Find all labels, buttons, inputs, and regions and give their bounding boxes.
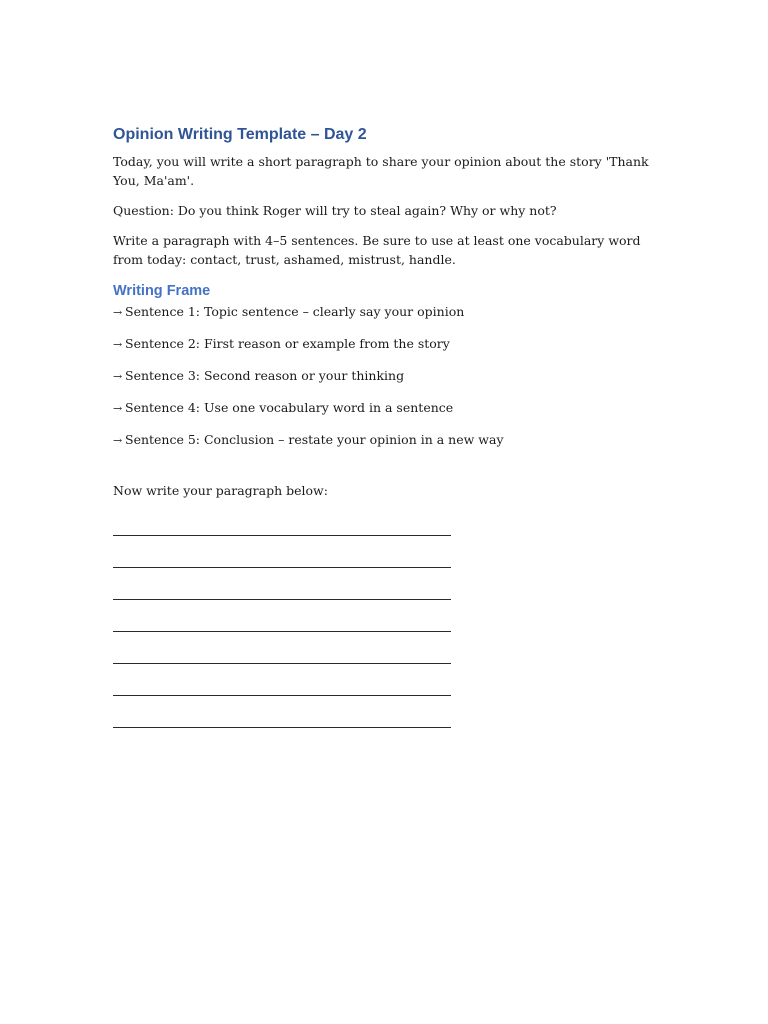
answer-line[interactable] (113, 509, 451, 536)
answer-line[interactable] (113, 632, 451, 664)
answer-line[interactable] (113, 664, 451, 696)
arrow-bullet-icon: → (113, 306, 123, 319)
arrow-bullet-icon: → (113, 434, 123, 447)
instructions-paragraph: Write a paragraph with 4–5 sentences. Be sure to use at least one vocabulary word from today: contact, trust, ashamed, mistrust, handle. (113, 233, 641, 267)
frame-item (113, 334, 658, 366)
write-prompt: Now write your paragraph below: (113, 483, 328, 498)
answer-line[interactable] (113, 696, 451, 728)
document-page (113, 124, 658, 728)
intro-paragraph: Today, you will write a short paragraph to share your opinion about the story 'Thank You, Ma'am'. (113, 154, 649, 188)
answer-lines (113, 509, 658, 728)
document-title: Opinion Writing Template – Day 2 (113, 126, 367, 143)
frame-item (113, 302, 658, 334)
arrow-bullet-icon: → (113, 402, 123, 415)
arrow-bullet-icon: → (113, 370, 123, 383)
answer-line[interactable] (113, 536, 451, 568)
frame-item (113, 398, 658, 430)
question-paragraph: Question: Do you think Roger will try to steal again? Why or why not? (113, 203, 557, 218)
frame-item (113, 366, 658, 398)
frame-item-text: Sentence 2: First reason or example from the story (125, 336, 450, 351)
frame-item-text: Sentence 5: Conclusion – restate your opinion in a new way (125, 432, 504, 447)
writing-frame-heading: Writing Frame (113, 283, 211, 299)
writing-frame-list (113, 302, 658, 462)
frame-item-text: Sentence 3: Second reason or your thinking (125, 368, 405, 383)
answer-line[interactable] (113, 600, 451, 632)
arrow-bullet-icon: → (113, 338, 123, 351)
frame-item-text: Sentence 4: Use one vocabulary word in a sentence (125, 400, 454, 415)
answer-line[interactable] (113, 568, 451, 600)
frame-item (113, 430, 658, 462)
frame-item-text: Sentence 1: Topic sentence – clearly say your opinion (125, 304, 465, 319)
